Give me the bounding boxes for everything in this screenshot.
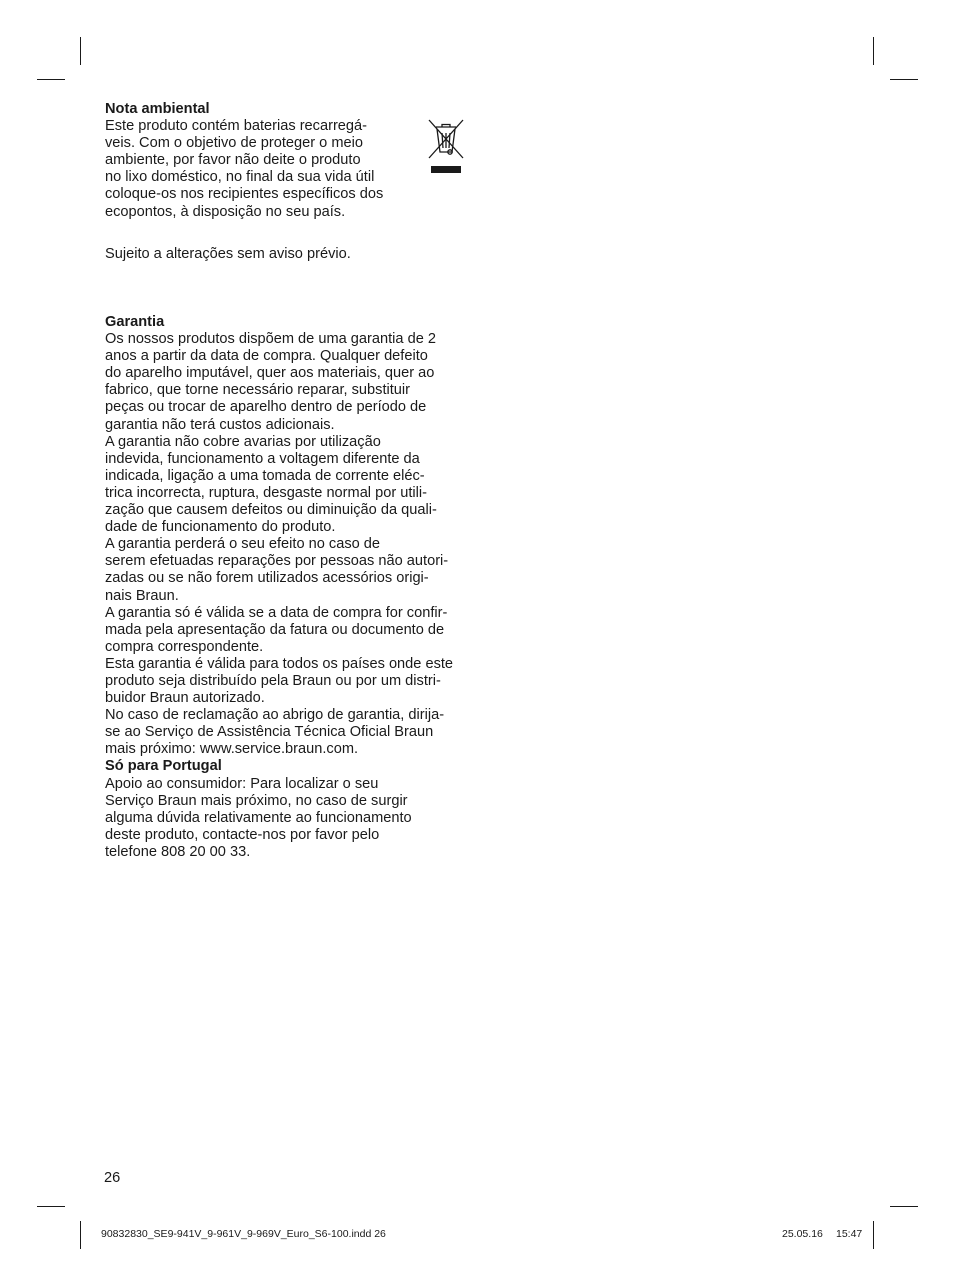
crop-mark-bottom-right-horizontal <box>890 1206 918 1207</box>
crop-mark-top-left-horizontal <box>37 79 65 80</box>
garantia-line: produto seja distribuído pela Braun ou por um distri- <box>105 672 441 689</box>
crop-mark-top-right-vertical <box>873 37 874 65</box>
garantia-line: compra correspondente. <box>105 638 264 655</box>
garantia-paragraph <box>105 656 453 707</box>
garantia-line: anos a partir da data de compra. Qualquer defeito <box>105 348 428 365</box>
notice-text <box>105 246 351 263</box>
garantia-line: A garantia não cobre avarias por utilização <box>105 433 381 450</box>
garantia-line: do aparelho imputável, quer aos materiais, quer ao <box>105 365 435 382</box>
footer-time: 15:47 <box>836 1228 863 1240</box>
garantia-line: indicada, ligação a uma tomada de corrente eléc- <box>105 467 425 484</box>
garantia-line: se ao Serviço de Assistência Técnica Oficial Braun <box>105 724 434 741</box>
nota-line: no lixo doméstico, no final da sua vida útil <box>105 169 375 186</box>
garantia-line: Os nossos produtos dispõem de uma garantia de 2 <box>105 331 436 348</box>
garantia-line: nais Braun. <box>105 587 179 604</box>
crossed-out-wheelie-bin-icon <box>427 118 465 176</box>
portugal-line: alguma dúvida relativamente ao funcionamento <box>105 809 412 826</box>
garantia-line: A garantia perderá o seu efeito no caso de <box>105 536 381 553</box>
garantia-line: zadas ou se não forem utilizados acessórios origi- <box>105 570 429 587</box>
crop-mark-bottom-left-vertical <box>80 1221 81 1249</box>
page-number: 26 <box>104 1170 121 1186</box>
portugal-line: telefone 808 20 00 33. <box>105 843 251 860</box>
crop-mark-top-left-vertical <box>80 37 81 65</box>
footer-date: 25.05.16 <box>782 1228 823 1240</box>
crop-mark-bottom-left-horizontal <box>37 1206 65 1207</box>
nota-line: Este produto contém baterias recarregá- <box>105 118 368 135</box>
garantia-paragraph <box>105 707 453 758</box>
garantia-line: peças ou trocar de aparelho dentro de período de <box>105 399 427 416</box>
portugal-line: deste produto, contacte-nos por favor pelo <box>105 826 380 843</box>
garantia-heading: Garantia <box>105 314 165 330</box>
portugal-line: Serviço Braun mais próximo, no caso de surgir <box>105 792 408 809</box>
garantia-line: indevida, funcionamento a voltagem diferente da <box>105 450 420 467</box>
garantia-line: Esta garantia é válida para todos os países onde este <box>105 655 454 672</box>
garantia-line: trica incorrecta, ruptura, desgaste normal por utili- <box>105 484 428 501</box>
notice-line: Sujeito a alterações sem aviso prévio. <box>105 246 351 262</box>
garantia-paragraph <box>105 605 453 656</box>
crop-mark-top-right-horizontal <box>890 79 918 80</box>
garantia-line: serem efetuadas reparações por pessoas não autori- <box>105 553 449 570</box>
garantia-line: A garantia só é válida se a data de compra for confir- <box>105 604 448 621</box>
nota-line: veis. Com o objetivo de proteger o meio <box>105 135 363 152</box>
crop-mark-bottom-right-vertical <box>873 1221 874 1249</box>
garantia-line: No caso de reclamação ao abrigo de garantia, dirija- <box>105 707 445 724</box>
nota-line: coloque-os nos recipientes específicos dos <box>105 186 384 203</box>
portugal-heading: Só para Portugal <box>105 758 222 775</box>
garantia-line: fabrico, que torne necessário reparar, substituir <box>105 382 411 399</box>
portugal-line: Apoio ao consumidor: Para localizar o seu <box>105 775 379 792</box>
garantia-line: mais próximo: www.service.braun.com. <box>105 741 359 758</box>
footer-file-info: 90832830_SE9-941V_9-961V_9-969V_Euro_S6-100.indd 26 <box>101 1228 386 1240</box>
garantia-paragraph <box>105 331 453 434</box>
nota-line: ambiente, por favor não deite o produto <box>105 152 361 169</box>
garantia-line: dade de funcionamento do produto. <box>105 519 336 536</box>
garantia-line: garantia não terá custos adicionais. <box>105 416 335 433</box>
nota-ambiental-heading: Nota ambiental <box>105 101 210 117</box>
nota-ambiental-section <box>105 101 383 221</box>
nota-line: ecopontos, à disposição no seu país. <box>105 203 346 220</box>
garantia-paragraph <box>105 434 453 537</box>
garantia-line: mada pela apresentação da fatura ou documento de <box>105 621 445 638</box>
garantia-line: zação que causem defeitos ou diminuição da quali- <box>105 502 437 519</box>
garantia-paragraph <box>105 536 453 604</box>
garantia-line: buidor Braun autorizado. <box>105 690 265 707</box>
garantia-section <box>105 314 453 861</box>
